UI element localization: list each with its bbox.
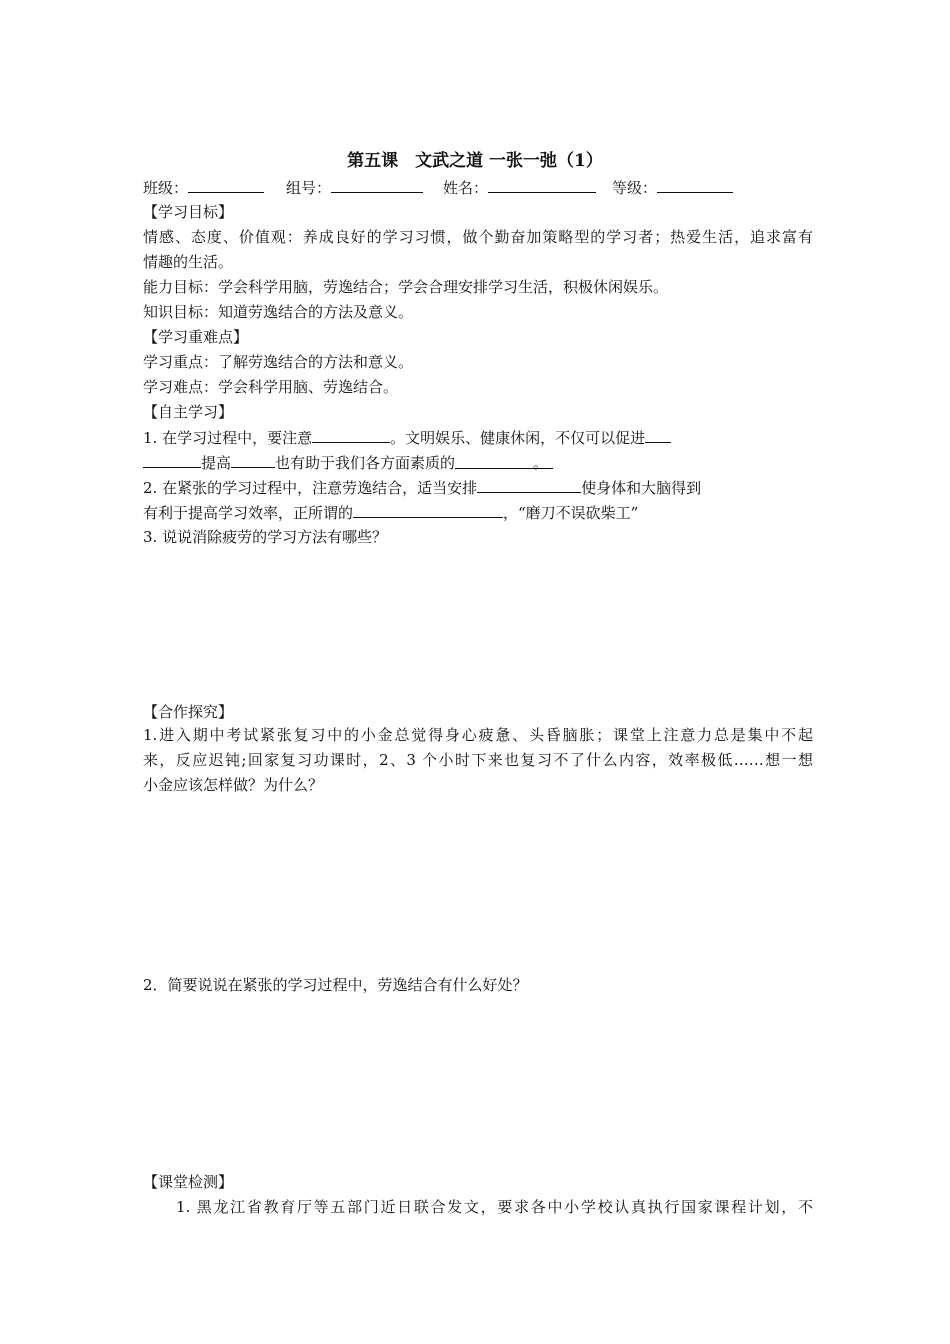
cooperation-q2: 2．简要说说在紧张的学习过程中，劳逸结合有什么好处？ [143,976,528,994]
key-point-focus: 学习重点：了解劳逸结合的方法和意义。 [143,353,414,371]
check-q1-line1: 1. 黑龙江省教育厅等五部门近日联合发文，要求各中小学校认真执行国家课程计划，不 [176,1198,813,1216]
q2-text-a: 2. 在紧张的学习过程中，注意劳逸结合，适当安排 [143,479,478,497]
cooperation-q1-line3: 小金应该怎样做？为什么？ [143,776,324,794]
section-heading-key-points: 【学习重难点】 [143,328,249,346]
q1-text-c: 提高 [201,454,232,472]
lesson-title: 第五课 文武之道 一张一弛（1） [347,151,603,171]
group-field[interactable] [331,177,423,193]
goal-emotion-line1: 情感、态度、价值观：养成良好的学习习惯，做个勤奋加策略型的学习者；热爱生活，追求富有 [143,228,813,246]
q1-blank-2b[interactable] [143,452,201,468]
q2-blank-1[interactable] [477,477,581,493]
q2-text-d: ，“磨刀不误砍柴工” [503,504,639,522]
section-heading-cooperation: 【合作探究】 [143,703,234,721]
goal-emotion-line2: 情趣的生活。 [143,253,234,271]
q1-blank-2a[interactable] [645,427,671,443]
name-field[interactable] [488,177,596,193]
self-study-q1-line2 [143,452,813,473]
class-field[interactable] [188,177,264,193]
q1-text-e: 。 [533,454,549,472]
q2-blank-2[interactable] [353,502,503,518]
self-study-q1-line1 [143,427,813,448]
goal-ability: 能力目标：学会科学用脑，劳逸结合；学会合理安排学习生活，积极休闲娱乐。 [143,278,669,296]
section-heading-check: 【课堂检测】 [143,1173,234,1191]
grade-field[interactable] [657,177,733,193]
cooperation-q1-line1: 1.进入期中考试紧张复习中的小金总觉得身心疲惫、头昏脑胀；课堂上注意力总是集中不起 [143,726,813,744]
name-label: 姓名： [443,179,489,197]
q1-text-a: 1. 在学习过程中，要注意 [143,429,313,447]
q1-blank-1[interactable] [312,427,390,443]
self-study-q3: 3. 说说消除疲劳的学习方法有哪些？ [143,528,388,546]
key-point-difficulty: 学习难点：学会科学用脑、劳逸结合。 [143,378,399,396]
q1-blank-4[interactable] [455,453,553,472]
cooperation-q1-line2: 来，反应迟钝;回家复习功课时，2、3 个小时下来也复习不了什么内容，效率极低……想一想 [143,751,813,769]
q2-text-c: 有利于提高学习效率，正所谓的 [143,504,354,522]
class-label: 班级： [143,179,189,197]
section-heading-self-study: 【自主学习】 [143,403,234,421]
q1-text-b: 。文明娱乐、健康休闲，不仅可以促进 [390,429,646,447]
self-study-q2-line2 [143,502,813,523]
group-label: 组号： [286,179,332,197]
q1-text-d: 也有助于我们各方面素质的 [275,454,456,472]
student-info-row [143,177,813,198]
q2-text-b: 使身体和大脑得到 [581,479,702,497]
self-study-q2-line1 [143,477,813,498]
grade-label: 等级： [612,179,658,197]
goal-knowledge: 知识目标：知道劳逸结合的方法及意义。 [143,303,414,321]
section-heading-goals: 【学习目标】 [143,203,234,221]
q1-blank-3[interactable] [231,452,275,468]
